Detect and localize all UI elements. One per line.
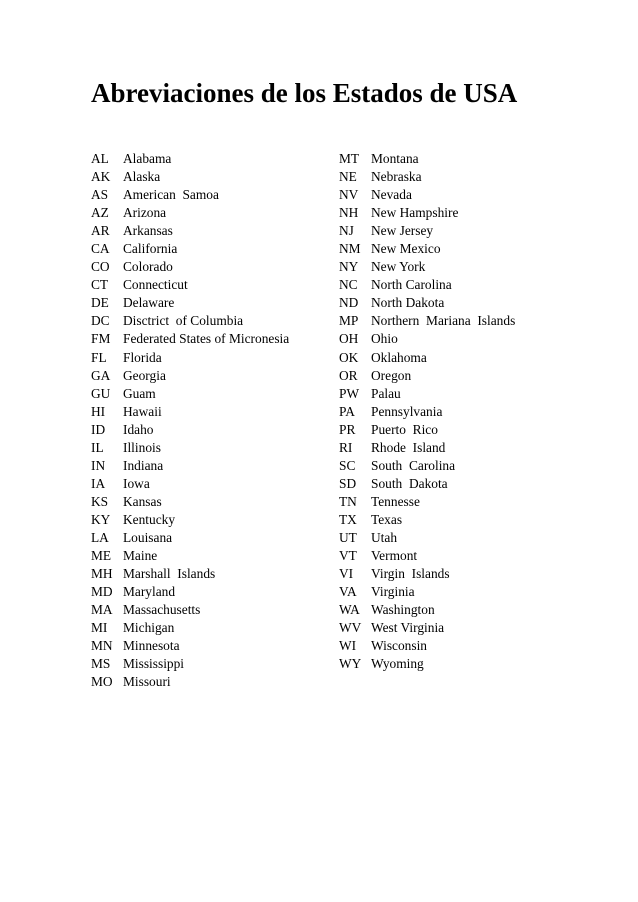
state-abbr: WV: [339, 620, 362, 636]
state-name: Virginia: [371, 584, 415, 600]
state-row: [91, 421, 289, 439]
state-row: [339, 547, 515, 565]
state-name: South Carolina: [371, 457, 456, 473]
state-abbr: MN: [91, 638, 113, 654]
state-abbr: TX: [339, 511, 357, 527]
state-abbr: WA: [339, 602, 360, 618]
state-row: [91, 619, 289, 637]
state-name: Louisana: [123, 529, 173, 545]
state-abbr: AZ: [91, 205, 109, 221]
state-row: [91, 294, 289, 312]
state-row: [339, 403, 515, 421]
state-abbr: NC: [339, 277, 358, 293]
state-name: Florida: [123, 349, 162, 365]
state-name: New Mexico: [371, 241, 441, 257]
state-name: Montana: [371, 151, 419, 166]
state-abbr: NE: [339, 169, 357, 185]
state-name: Washington: [371, 602, 435, 618]
state-name: Indiana: [123, 457, 164, 473]
state-row: [339, 222, 515, 240]
state-row: [339, 601, 515, 619]
state-abbr: FM: [91, 331, 111, 347]
state-name: Alabama: [123, 151, 172, 166]
state-abbr: IL: [91, 439, 104, 455]
state-abbr: ID: [91, 421, 106, 437]
state-name: Tennesse: [371, 493, 420, 509]
state-name: Palau: [371, 385, 401, 401]
state-abbr: RI: [339, 439, 353, 455]
state-row: [91, 204, 289, 222]
state-row: [91, 511, 289, 529]
state-name: Kentucky: [123, 511, 176, 527]
state-row: [91, 673, 289, 691]
state-row: [91, 637, 289, 655]
state-name: Massachusetts: [123, 602, 201, 618]
state-abbr: CO: [91, 259, 110, 275]
state-abbr: DE: [91, 295, 109, 311]
state-abbr: IN: [91, 457, 106, 473]
state-name: Rhode Island: [371, 439, 446, 455]
state-name: New Hampshire: [371, 205, 459, 221]
state-abbr: MA: [91, 602, 113, 618]
state-row: [91, 583, 289, 601]
state-name: South Dakota: [371, 475, 448, 491]
state-name: Nevada: [371, 187, 412, 203]
state-abbr: SD: [339, 475, 357, 491]
state-name: New York: [371, 259, 426, 275]
state-name: Iowa: [123, 475, 150, 491]
state-abbr: KS: [91, 493, 109, 509]
state-name: Utah: [371, 529, 398, 545]
state-abbr: FL: [91, 349, 107, 365]
state-name: Disctrict of Columbia: [123, 313, 244, 329]
state-name: Wyoming: [371, 656, 424, 672]
state-name: Marshall Islands: [123, 566, 216, 582]
state-abbr: UT: [339, 529, 357, 545]
state-abbr: SC: [339, 457, 356, 473]
state-name: Federated States of Micronesia: [123, 331, 290, 347]
state-name: Minnesota: [123, 638, 180, 654]
state-row: [339, 385, 515, 403]
state-row: [91, 547, 289, 565]
state-name: Puerto Rico: [371, 421, 438, 437]
state-abbr: WY: [339, 656, 362, 672]
state-abbr: VA: [339, 584, 357, 600]
state-row: [339, 258, 515, 276]
state-name: American Samoa: [123, 187, 219, 203]
state-abbr: OK: [339, 349, 359, 365]
state-row: [91, 240, 289, 258]
state-name: Hawaii: [123, 403, 162, 419]
state-abbr: OR: [339, 367, 358, 383]
state-abbr: OH: [339, 331, 359, 347]
state-abbr: WI: [339, 638, 357, 654]
state-name: Maryland: [123, 584, 176, 600]
state-row: [91, 403, 289, 421]
state-name: Vermont: [371, 548, 418, 564]
state-row: [339, 493, 515, 511]
state-name: New Jersey: [371, 223, 434, 239]
state-abbr: LA: [91, 529, 109, 545]
state-name: Oregon: [371, 367, 412, 383]
state-name: Missouri: [123, 674, 171, 690]
state-row: [339, 457, 515, 475]
state-abbr: VT: [339, 548, 357, 564]
state-name: North Carolina: [371, 277, 452, 293]
state-name: Oklahoma: [371, 349, 427, 365]
state-row: [339, 367, 515, 385]
state-name: Arizona: [123, 205, 167, 221]
state-name: Georgia: [123, 367, 166, 383]
state-abbr: AR: [91, 223, 110, 239]
state-name: Kansas: [123, 493, 162, 509]
state-name: Michigan: [123, 620, 175, 636]
state-name: Ohio: [371, 331, 398, 347]
state-row: [339, 294, 515, 312]
state-abbr: TN: [339, 493, 357, 509]
state-abbr: AK: [91, 169, 111, 185]
state-abbr: NH: [339, 205, 359, 221]
state-abbr: GA: [91, 367, 111, 383]
state-row: [339, 475, 515, 493]
state-abbr: KY: [91, 511, 111, 527]
state-abbr: PR: [339, 421, 356, 437]
state-row: [91, 655, 289, 673]
state-abbr: CA: [91, 241, 110, 257]
state-name: Delaware: [123, 295, 175, 311]
state-row: [91, 150, 289, 168]
state-row: [91, 186, 289, 204]
state-row: [91, 565, 289, 583]
state-name: Virgin Islands: [371, 566, 450, 582]
state-row: [339, 330, 515, 348]
state-abbr: GU: [91, 385, 111, 401]
state-row: [91, 258, 289, 276]
state-abbr: NY: [339, 259, 359, 275]
state-row: [339, 565, 515, 583]
state-row: [339, 349, 515, 367]
state-row: [91, 529, 289, 547]
state-row: [339, 529, 515, 547]
state-name: Pennsylvania: [371, 403, 443, 419]
state-row: [339, 150, 515, 168]
state-row: [91, 493, 289, 511]
state-abbr: MO: [91, 674, 113, 690]
state-row: [91, 367, 289, 385]
state-name: Wisconsin: [371, 638, 427, 654]
state-name: Illinois: [123, 439, 161, 455]
state-abbr: PW: [339, 385, 360, 401]
state-row: [339, 637, 515, 655]
state-abbr: MT: [339, 151, 360, 166]
state-abbr: MS: [91, 656, 111, 672]
state-row: [339, 168, 515, 186]
state-name: Colorado: [123, 259, 173, 275]
state-row: [91, 276, 289, 294]
state-abbr: MD: [91, 584, 113, 600]
state-abbr: MI: [91, 620, 108, 636]
state-row: [339, 583, 515, 601]
state-row: [91, 439, 289, 457]
state-row: [91, 222, 289, 240]
state-row: [339, 421, 515, 439]
state-name: Mississippi: [123, 656, 185, 672]
states-list-right: [339, 150, 515, 673]
state-abbr: CT: [91, 277, 109, 293]
state-row: [339, 240, 515, 258]
state-row: [339, 439, 515, 457]
state-abbr: NJ: [339, 223, 354, 239]
state-name: Connecticut: [123, 277, 188, 293]
state-abbr: AS: [91, 187, 109, 203]
state-row: [91, 312, 289, 330]
state-row: [91, 330, 289, 348]
state-row: [339, 511, 515, 529]
state-abbr: ME: [91, 548, 112, 564]
state-abbr: VI: [339, 566, 354, 582]
state-row: [91, 475, 289, 493]
state-name: Guam: [123, 385, 156, 401]
state-abbr: NV: [339, 187, 359, 203]
state-name: Idaho: [123, 421, 154, 437]
state-row: [91, 457, 289, 475]
state-name: Nebraska: [371, 169, 422, 185]
state-abbr: PA: [339, 403, 355, 419]
state-abbr: DC: [91, 313, 110, 329]
state-row: [339, 619, 515, 637]
state-abbr: IA: [91, 475, 106, 491]
state-row: [339, 204, 515, 222]
state-name: West Virginia: [371, 620, 445, 636]
state-name: California: [123, 241, 178, 257]
state-abbr: ND: [339, 295, 359, 311]
state-abbr: AL: [91, 151, 109, 166]
state-row: [91, 601, 289, 619]
state-name: North Dakota: [371, 295, 445, 311]
state-name: Arkansas: [123, 223, 173, 239]
state-name: Alaska: [123, 169, 161, 185]
state-row: [339, 655, 515, 673]
state-abbr: MH: [91, 566, 113, 582]
state-name: Northern Mariana Islands: [371, 313, 516, 329]
states-list-left: [91, 150, 289, 691]
state-row: [339, 312, 515, 330]
state-abbr: NM: [339, 241, 361, 257]
state-row: [91, 349, 289, 367]
state-name: Maine: [123, 548, 158, 564]
state-abbr: MP: [339, 313, 359, 329]
page-title: Abreviaciones de los Estados de USA: [91, 78, 518, 108]
state-row: [91, 385, 289, 403]
state-row: [91, 168, 289, 186]
state-abbr: HI: [91, 403, 106, 419]
state-row: [339, 276, 515, 294]
state-row: [339, 186, 515, 204]
state-name: Texas: [371, 511, 403, 527]
